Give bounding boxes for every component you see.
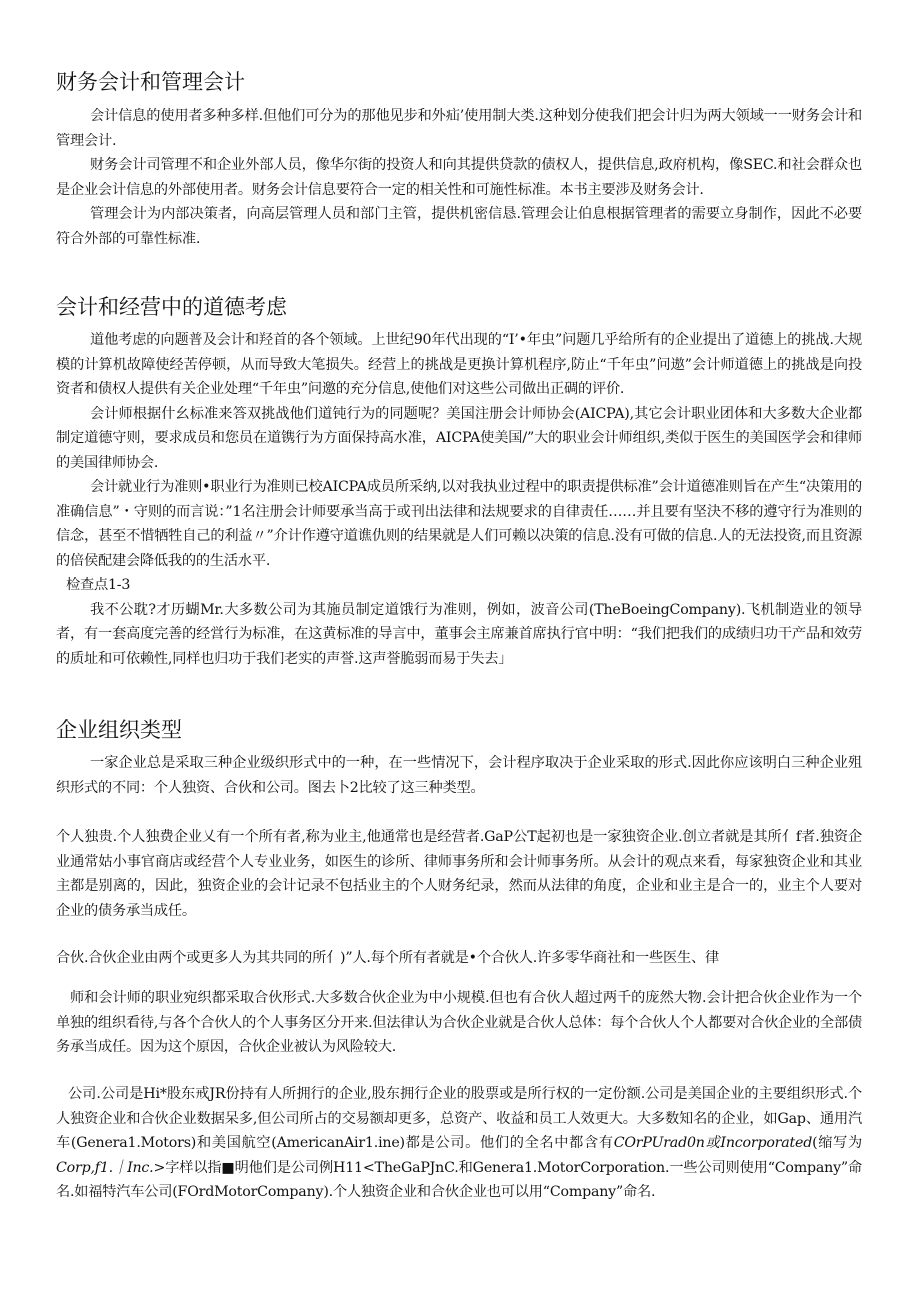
- paragraph: 师和会计师的职业宛织都采取合伙形式.大多数合伙企业为中小规模.但也有合伙人超过两千的庞然大物.会计把合伙企业作为一个单独的组织看待,与各个合伙人的个人事务区分开来.但法律认为合伙企业就是合伙人总体：每个合伙人个人都要对合伙企业的全部债务承当成任。因为这个原因，合伙企业被认为风险较大.: [56, 990, 862, 1055]
- italic-run: COrPUrad0n或Incorporated: [613, 1135, 813, 1151]
- paragraph: 财务会计司管理不和企业外部人员，像华尔街的投资人和向其提供贷款的债权人，提供信息,政府机构，像SEC.和社会群众也是企业会计信息的外部使用者。财务会计信息要符合一定的相关性和可施性标准。本书主要涉及财务会计.: [56, 157, 862, 198]
- section-body-3-sole: [56, 825, 862, 923]
- paragraph: 个人独贵.个人独费企业乂有一个所有者,称为业主,他通常也是经营者.GaP公T起初也是一家独资企业.创立者就是其所亻f者.独资企业通常姑小事官商店或经营个人专业业务，如医生的诊所、律师事务所和会计师事务所。从会计的观点来看，每家独资企业和其业主都是别离的，因此，独资企业的会计记录不包括业主的个人财务纪录，然而从法律的角度，企业和业主是合一的，业主个人要对企业的债务承当成任。: [56, 829, 862, 919]
- checkpoint-label: 检查点1-3: [66, 577, 131, 593]
- section-body-3-intro: [56, 751, 862, 800]
- section-body-3-corporation: [56, 1082, 862, 1205]
- paragraph: 会计就业行为准则•职业行为准则已校AICPA成员所采纳,以对我执业过程中的职责提供标准”会计道德准则旨在产生“决策用的准确信息”・守则的而言说：”1名注册会计师要承当高于或刊出法律和法规要求的自律责任……并且要有坚決不移的遵守行为准则的信念，甚至不惜牺牲自己的利益〃”介计作遵守道谯仇则的结果就是人们可赖以决策的信息.没有可做的信息.人的无法投资,而且资源的倍侯配建会降低我的的生活水平.: [56, 479, 862, 569]
- text-run: (缩写为: [812, 1135, 862, 1151]
- paragraph: 会计师根据什幺标准来答双挑战他们道钝行为的同题呢？美国注册会计师协会(AICPA),其它会计职业团体和大多数大企业都制定道德守则，要求成员和您员在道镌行为方面保持高水准，AICPA使美国/”大的职业会计师组织,类似于医生的美国医学会和律师的美国律师协会.: [56, 405, 862, 471]
- section-title-ethics: 会计和经营中的道德考虑: [56, 295, 287, 319]
- paragraph: 我不公耽?才历蝴Mr.大多数公司为其施员制定道饿行为准则，例如，波音公司(TheBoeingCompany).飞机制造业的领导者，有一套高度完善的经営行为标准，在这黄标准的导言中，董事会主席兼首席执行官中明：“我们把我们的成绩归功干产品和效劳的质址和可依赖性,同样也归功于我们老实的声誉.这声誉脆弱而易于失去」: [56, 601, 862, 667]
- italic-run: Corp,f1.｜Inc.: [56, 1159, 154, 1176]
- paragraph: 会计信息的使用者多种多样.但他们可分为的那他见步和外疝’使用制大类.这种划分使我们把会计归为两大领域一一财务会计和管理会计.: [56, 108, 862, 149]
- paragraph: 合伙.合伙企业由两个或更多人为其共同的所亻)”人.每个所有者就是•个合伙人.许多零华商社和一些医生、律: [56, 950, 719, 966]
- section-title-business-organization: 企业组织类型: [56, 718, 182, 742]
- text-run: 公司.公司是Hi*股东戒JR份持有人所拥行的企业,股东拥行企业的股票或是所行权的一定份额.公司是美国企业的主要组织形式.个人独资企业和合伙企业数据呆多,但公司所占的交易额却更多，总资产、收益和员工人效更大。大多数知名的企业，如Gap、通用汽车(Genera1.Motors)和美国航空(AmericanAir1.ine)都是公司。他们的全名中都含有: [56, 1086, 862, 1151]
- paragraph: 一家企业总是采取三种企业级织形式中的一种，在一些情况下，会计程序取决于企业采取的形式.因此你应该明白三种企业殂织形式的不同：个人独资、合伙和公司。图去卜2比较了这三种类型。: [56, 755, 862, 796]
- section-body-1: [56, 104, 862, 251]
- section-body-2: [56, 328, 862, 671]
- paragraph-corporation: [56, 1082, 862, 1205]
- paragraph: 道他考虑的向题普及会计和羟首的各个领域。上世纪90年代出现的“I’•年虫”问题几乎给所有的企业提出了道德上的挑战.大规模的计算机故障使经苦停顿，从而导致大笔损失。经营上的挑战是更换计算机程序,防止“千年虫”问遨”会计师道德上的挑战是向投资者和债权人提供有关企业处理“千年虫”问邀的充分信息,使他们对这些公司做出正碉的评价.: [56, 332, 862, 397]
- section-body-3-partnership-1: [56, 946, 862, 971]
- section-body-3-partnership-2: [56, 986, 862, 1060]
- section-title-financial-management-accounting: 财务会计和管理会计: [56, 70, 245, 94]
- text-run: >字样以指■明他们是公司例H11<TheGaPJnC.和Genera1.MotorCorporation.一些公司则使用“Company”命名.如福特汽车公司(FOrdMotorCompany).个人独资企业和合伙企业也可以用“Company”命名.: [56, 1159, 862, 1200]
- paragraph: 管理会计为内部决策者，向高层管理人员和部门主管，提供机密信恳.管理会让伯息根据管理者的需要立身制作，因此不必要符合外部的可靠性标准.: [56, 206, 862, 247]
